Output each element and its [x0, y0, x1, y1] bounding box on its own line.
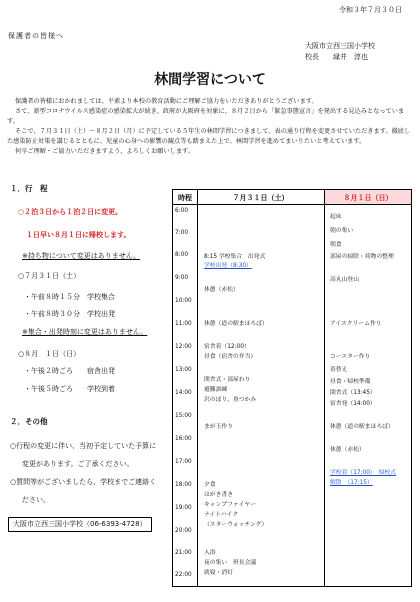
day2-item: 起床: [330, 214, 342, 220]
time-label: 18:00: [175, 482, 192, 488]
day2-item: 宿舎発（14:00）: [330, 401, 376, 407]
day1-item: 沢のぼり、魚つかみ: [204, 397, 257, 403]
header-day1: ７月３１日（土）: [232, 194, 289, 202]
time-label: 14:00: [175, 390, 192, 396]
time-label: 16:00: [175, 436, 192, 442]
intro-line: さて、新型コロナウイルス感染症の感染拡大が続き、政府が大阪府を対象に、８月２日から「緊急事態宣言」を発出する見込みとなっています。: [7, 108, 405, 125]
day1-item: 避難訓練: [204, 387, 228, 393]
day2-item: 昼食・帰校準備: [330, 379, 371, 385]
day1-item: 夕食: [204, 482, 216, 488]
time-label: 15:00: [175, 413, 192, 419]
day2-item: アイスクリーム作り: [330, 321, 382, 327]
school-name: 大阪市立西三国小学校: [305, 42, 375, 50]
time-label: 8:00: [175, 252, 189, 258]
letter-date: 令和３年７月３０日: [339, 6, 402, 14]
time-label: 17:00: [175, 459, 192, 465]
day1-item: キャンプファイヤー: [204, 502, 257, 508]
time-label: 7:00: [175, 230, 189, 236]
time-label: 21:00: [175, 550, 192, 556]
belongings-note: ※持ち物について変更はありません。: [22, 252, 141, 260]
day1-item: 休憩（赤松）: [204, 287, 239, 293]
time-label: 6:00: [175, 208, 189, 214]
day2-item: 休憩（道の駅まほろば）: [330, 424, 394, 430]
day1-item: まが玉作り: [204, 424, 233, 430]
time-note: ※集合・出発時刻に変更はありません。: [22, 328, 148, 336]
intro-paragraphs: [7, 97, 413, 157]
day2-item: 高丸山登山: [330, 277, 359, 283]
section-heading-schedule: １．行 程: [10, 184, 48, 193]
schedule-table: [172, 189, 412, 587]
principal-name: 校長 縁井 淳也: [305, 53, 368, 61]
time-label: 10:00: [175, 298, 192, 304]
other-line-1: ○行程の変更に伴い、当初予定していた予算に: [10, 442, 157, 450]
day2-departure: ・午後２時ごろ 宿舎出発: [24, 367, 115, 375]
day2-item: 朝食: [330, 242, 342, 248]
header-time: 時程: [178, 194, 192, 202]
time-label: 9:00: [175, 275, 189, 281]
contact-box: 大阪市立西三国小学校（06-6393-4728）: [8, 517, 152, 532]
day1-item: 昼食（宿舎の弁当）: [204, 354, 257, 360]
day2-item: コースター作り: [330, 354, 371, 360]
other-line-2: 変更があります。ご了承ください。: [22, 460, 134, 468]
day2-label: ○８月 １日（日）: [18, 350, 81, 358]
header-day2: ８月１日（日）: [343, 194, 393, 202]
day1-item: はがき書き: [204, 492, 233, 498]
day1-item: （スターウォッチング）: [204, 522, 268, 528]
intro-line: 保護者の皆様におかれましては、平素より本校の教育活動にご理解ご協力をいただきありがとうございます。: [15, 98, 318, 105]
day1-assembly: ・午前８時１５分 学校集合: [24, 293, 115, 301]
day1-item: 夜の集い 班長会議: [204, 560, 257, 566]
col-divider: [197, 190, 198, 586]
day2-item: 閉舎式（13:45）: [330, 390, 376, 396]
day1-item: 宿舎着（12:00）: [204, 344, 250, 350]
time-label: 11:00: [175, 321, 192, 327]
day2-item: 着替え: [330, 367, 348, 373]
day1-item: 休憩（道の駅まほろば）: [204, 321, 268, 327]
time-label: 13:00: [175, 367, 192, 373]
section-heading-other: ２．その他: [10, 417, 48, 426]
other-line-3: ○質問等がございましたら、学校までご連絡く: [10, 478, 157, 486]
intro-line: そこで、７月３１日（土）～８月２日（月）に予定している５年生の林間学習につきまして、表の通り行程を変更させていただきます。徹底した感染防止対策を講じるとともに、児童の心身への影響の観点等も踏まえた上で、林間学習を進めてまいりたいと考えています。: [7, 128, 411, 145]
day1-label: ○７月３１日（土）: [18, 272, 81, 280]
change-notice-2: １日早い８月１日に帰校します。: [26, 231, 131, 239]
col-divider: [324, 190, 325, 586]
time-label: 20:00: [175, 528, 192, 534]
intro-line: 何卒ご理解・ご協力いただきますよう、よろしくお願いします。: [15, 148, 194, 155]
addressee: 保護者の皆様へ: [8, 32, 64, 40]
day1-departure: ・午前８時３０分 学校出発: [24, 310, 115, 318]
time-label: 12:00: [175, 344, 192, 350]
time-label: 22:00: [175, 572, 192, 578]
day2-arrival: ・午後５時ごろ 学校到着: [24, 385, 115, 393]
day2-item: 学校着（17:00） 帰校式: [330, 470, 396, 476]
day2-item: 休憩（赤松）: [330, 447, 365, 453]
day2-item: 解散 （17:15）: [330, 480, 373, 486]
day1-item: 入浴: [204, 550, 216, 556]
time-label: 19:00: [175, 505, 192, 511]
other-line-4: ださい。: [22, 496, 50, 504]
day2-item: 部屋の掃除・荷物の整理: [330, 254, 394, 260]
change-notice-1: ○２泊３日から１泊２日に変更。: [18, 208, 123, 216]
day1-item: 8:15 学校集合 出発式: [204, 254, 266, 260]
page-title: 林間学習について: [154, 72, 266, 88]
day1-item: 開舎式・部屋わり: [204, 377, 251, 383]
day1-item: 学校出発（8:30）: [204, 263, 252, 269]
day1-item: 就寝・消灯: [204, 570, 233, 576]
day1-item: ナイトハイク: [204, 512, 239, 518]
header-divider: [173, 204, 411, 205]
day2-item: 朝の集い: [330, 228, 354, 234]
